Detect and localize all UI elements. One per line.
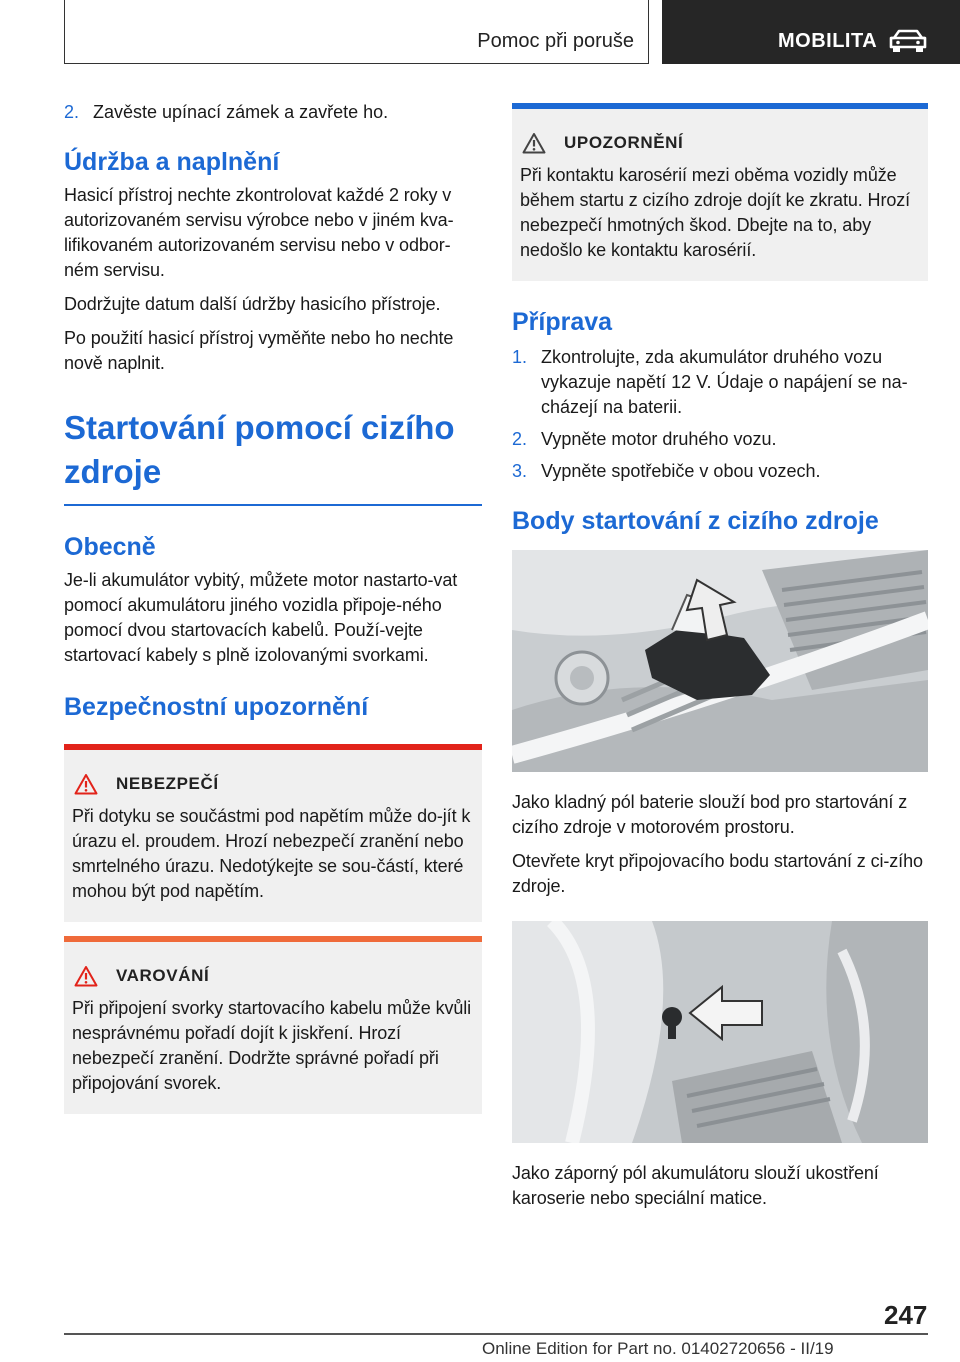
step-item (512, 345, 928, 420)
warning-triangle-icon (522, 132, 546, 154)
header-section-title: Pomoc při poruše (477, 30, 634, 52)
step-number: 3. (512, 461, 528, 481)
step-number: 2. (512, 429, 528, 449)
warning-triangle-icon (74, 773, 98, 795)
general-paragraph: Je-li akumulátor vybitý, můžete motor nastarto‐vat pomocí akumulátoru jiného vozidla připoje‐ného pomocí dvou startovacích kabelů. Použí‐vejte startovací kabely s plně izolovanými svorkami. (64, 569, 458, 665)
notice-text: Při kontaktu karosérií mezi oběma vozidly může během startu z cizího zdroje dojít ke zkratu. Hrozí nebezpečí hmotných škod. Dbejte na to, aby nedošlo ke kontaktu karosérií. (520, 165, 911, 260)
maintenance-paragraph: Po použití hasicí přístroj vyměňte nebo ho nechte nově naplnit. (64, 328, 454, 373)
maintenance-heading: Údržba a naplnění (64, 148, 280, 176)
caution-notice (512, 103, 928, 281)
step-item (64, 100, 482, 125)
header-chapter-tab (662, 0, 960, 64)
general-heading: Obecně (64, 532, 156, 561)
warning-triangle-icon (74, 965, 98, 987)
step-text: Vypněte spotřebiče v obou vozech. (541, 461, 821, 481)
page-number: 247 (884, 1300, 928, 1330)
safety-heading: Bezpečnostní upozornění (64, 692, 369, 721)
step-text: Vypněte motor druhého vozu. (541, 429, 777, 449)
right-column (512, 103, 928, 1220)
step-item (512, 427, 928, 452)
step-item (512, 459, 928, 484)
negative-terminal-paragraph: Jako záporný pól akumulátoru slouží ukostření karoserie nebo speciální matice. (512, 1163, 879, 1208)
notice-title: UPOZORNĚNÍ (564, 133, 684, 152)
maintenance-paragraph: Dodržujte datum další údržby hasicího přístroje. (64, 294, 441, 314)
edition-note: Online Edition for Part no. 01402720656 - II/19 (482, 1339, 834, 1358)
header-section-box (64, 0, 649, 64)
danger-notice (64, 744, 482, 922)
header-chapter-title: MOBILITA (778, 30, 878, 52)
engine-bay-positive-terminal-photo (512, 550, 928, 772)
car-icon (888, 28, 928, 54)
warning-notice (64, 936, 482, 1114)
notice-title: VAROVÁNÍ (116, 965, 210, 985)
positive-terminal-paragraph: Jako kladný pól baterie slouží bod pro startování z cizího zdroje v motorovém prostoru. (512, 792, 908, 837)
open-cover-paragraph: Otevřete kryt připojovacího bodu startování z ci‐zího zdroje. (512, 851, 923, 896)
jump-points-heading: Body startování z cizího zdroje (512, 507, 879, 535)
notice-title: NEBEZPEČÍ (116, 773, 219, 793)
engine-bay-ground-point-photo (512, 921, 928, 1143)
chapter-heading: Startování pomocí cizího zdroje (64, 409, 455, 490)
notice-text: Při připojení svorky startovacího kabelu může kvůli nesprávnému pořadí dojít k jiskření. Hrozí nebezpečí zranění. Dodržte správné pořadí při připojování svorek. (72, 997, 472, 1093)
preparation-heading: Příprava (512, 308, 613, 336)
notice-text: Při dotyku se součástmi pod napětím může do‐jít k úrazu el. proudem. Hrozí nebezpečí zranění nebo smrtelného úrazu. Nedotýkejte se sou‐částí, které mohou být pod napětím. (72, 805, 471, 901)
step-number: 2. (64, 102, 80, 122)
maintenance-paragraph: Hasicí přístroj nechte zkontrolovat každé 2 roky v autorizovaném servisu výrobce nebo v jiném kva‐lifikovaném autorizovaném servisu nebo v odbor‐ném servisu. (64, 185, 454, 280)
left-column (64, 100, 482, 1114)
step-text: Zkontrolujte, zda akumulátor druhého vozu vykazuje napětí 12 V. Údaje o napájení se na‐cházejí na baterii. (541, 347, 908, 417)
step-text: Zavěste upínací zámek a zavřete ho. (93, 102, 389, 122)
footer-rule (64, 1333, 928, 1335)
heading-rule (64, 504, 482, 506)
step-number: 1. (512, 347, 528, 367)
